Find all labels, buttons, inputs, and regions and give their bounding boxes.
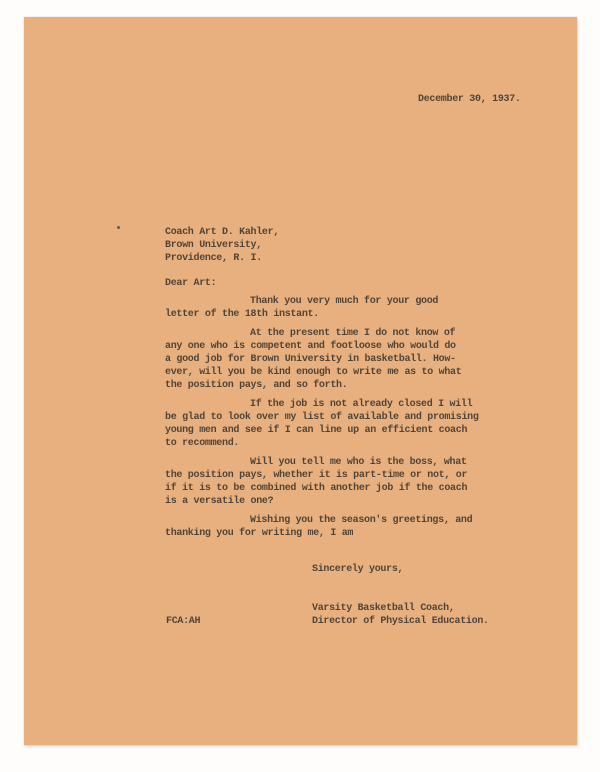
paragraph-1-line-2: letter of the 18th instant.	[165, 309, 319, 320]
paragraph-5-line-2: thanking you for writing me, I am	[165, 528, 354, 539]
signature-title: Varsity Basketball Coach,	[312, 603, 455, 614]
paragraph-2-line-2: any one who is competent and footloose who would do	[165, 341, 456, 352]
paragraph-3-line-2: be glad to look over my list of available and promising	[165, 412, 479, 423]
paragraph-2-line-3: a good job for Brown University in basketball. How-	[165, 354, 456, 365]
paragraph-3-line-3: young men and see if I can line up an efficient coach	[165, 425, 468, 436]
paragraph-2-line-5: the position pays, and so forth.	[165, 380, 348, 391]
paragraph-3-line-4: to recommend.	[165, 438, 240, 449]
letter-date: December 30, 1937.	[418, 94, 521, 105]
recipient-name: Coach Art D. Kahler,	[165, 227, 280, 238]
signature-department: Director of Physical Education.	[312, 616, 489, 627]
recipient-city: Providence, R. I.	[165, 253, 262, 264]
salutation: Dear Art:	[165, 278, 217, 289]
paragraph-2-line-4: ever, will you be kind enough to write me as to what	[165, 367, 462, 378]
paragraph-1-line-1: Thank you very much for your good	[250, 296, 439, 307]
reference-initials: FCA:AH	[166, 616, 201, 627]
paragraph-4-line-1: Will you tell me who is the boss, what	[250, 457, 467, 468]
recipient-institution: Brown University,	[165, 240, 262, 251]
paragraph-4-line-4: is a versatile one?	[165, 496, 274, 507]
paragraph-4-line-2: the position pays, whether it is part-time or not, or	[165, 470, 468, 481]
paragraph-4-line-3: if it is to be combined with another job if the coach	[165, 483, 468, 494]
stray-ink-mark	[117, 226, 120, 229]
paragraph-2-line-1: At the present time I do not know of	[250, 328, 456, 339]
paragraph-5-line-1: Wishing you the season's greetings, and	[250, 515, 473, 526]
paragraph-3-line-1: If the job is not already closed I will	[250, 399, 473, 410]
closing: Sincerely yours,	[312, 564, 404, 575]
